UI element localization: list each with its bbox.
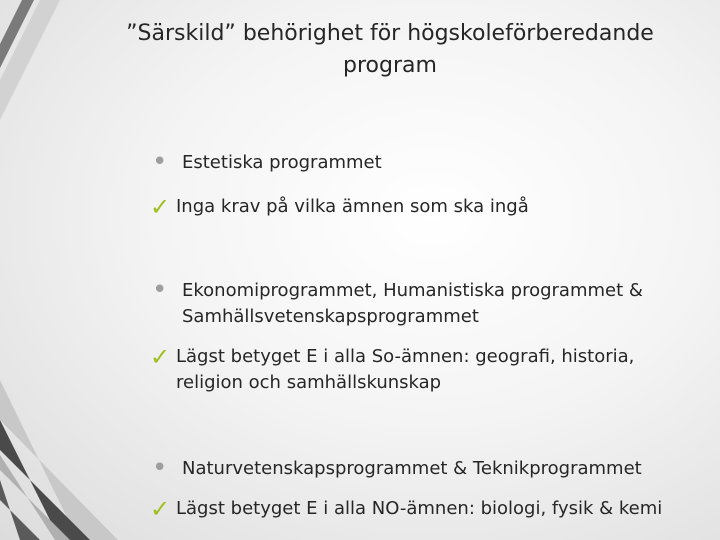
bullet-item-2-line-2: Samhällsvetenskapsprogrammet (182, 306, 479, 327)
slide-title-line-2: program (343, 53, 437, 78)
slide-title (70, 18, 710, 82)
check-item-1 (150, 194, 529, 220)
stripe-top-dark (0, 0, 34, 68)
check-item-3-text: Lägst betyget E i alla NO-ämnen: biologi, fysik & kemi (176, 498, 663, 519)
stripe-dark-1 (0, 420, 90, 540)
bullet-item-1-text: Estetiska programmet (182, 152, 382, 173)
checkmark-icon: ✓ (150, 193, 171, 221)
checkmark-icon: ✓ (150, 495, 171, 523)
bullet-item-3 (152, 453, 642, 483)
stripe-dark-2 (0, 480, 40, 540)
check-item-2-line-2: religion och samhällskunskap (176, 372, 442, 393)
check-item-2-text (176, 344, 634, 396)
check-item-2-line-1: Lägst betyget E i alla So-ämnen: geografi, historia, (176, 346, 635, 367)
checkmark-icon: ✓ (150, 343, 171, 371)
bullet-item-2-text (182, 278, 643, 330)
check-item-1-text: Inga krav på vilka ämnen som ska ingå (176, 196, 529, 217)
bullet-dot-icon: • (152, 147, 168, 177)
bullet-dot-icon: • (152, 453, 168, 483)
slide-title-line-1: ”Särskild” behörighet för högskoleförberedande (126, 21, 654, 46)
check-item-3 (150, 496, 662, 522)
stripe-light-2 (0, 455, 70, 540)
bullet-item-2-line-1: Ekonomiprogrammet, Humanistiska programmet & (182, 280, 643, 301)
stripe-light-1 (0, 380, 118, 540)
bullet-item-3-text: Naturvetenskapsprogrammet & Teknikprogrammet (182, 458, 642, 479)
bullet-item-2 (152, 275, 643, 330)
bullet-dot-icon: • (152, 275, 168, 305)
check-item-2 (150, 344, 634, 396)
stripe-top-light (0, 0, 60, 120)
bullet-item-1 (152, 147, 382, 177)
